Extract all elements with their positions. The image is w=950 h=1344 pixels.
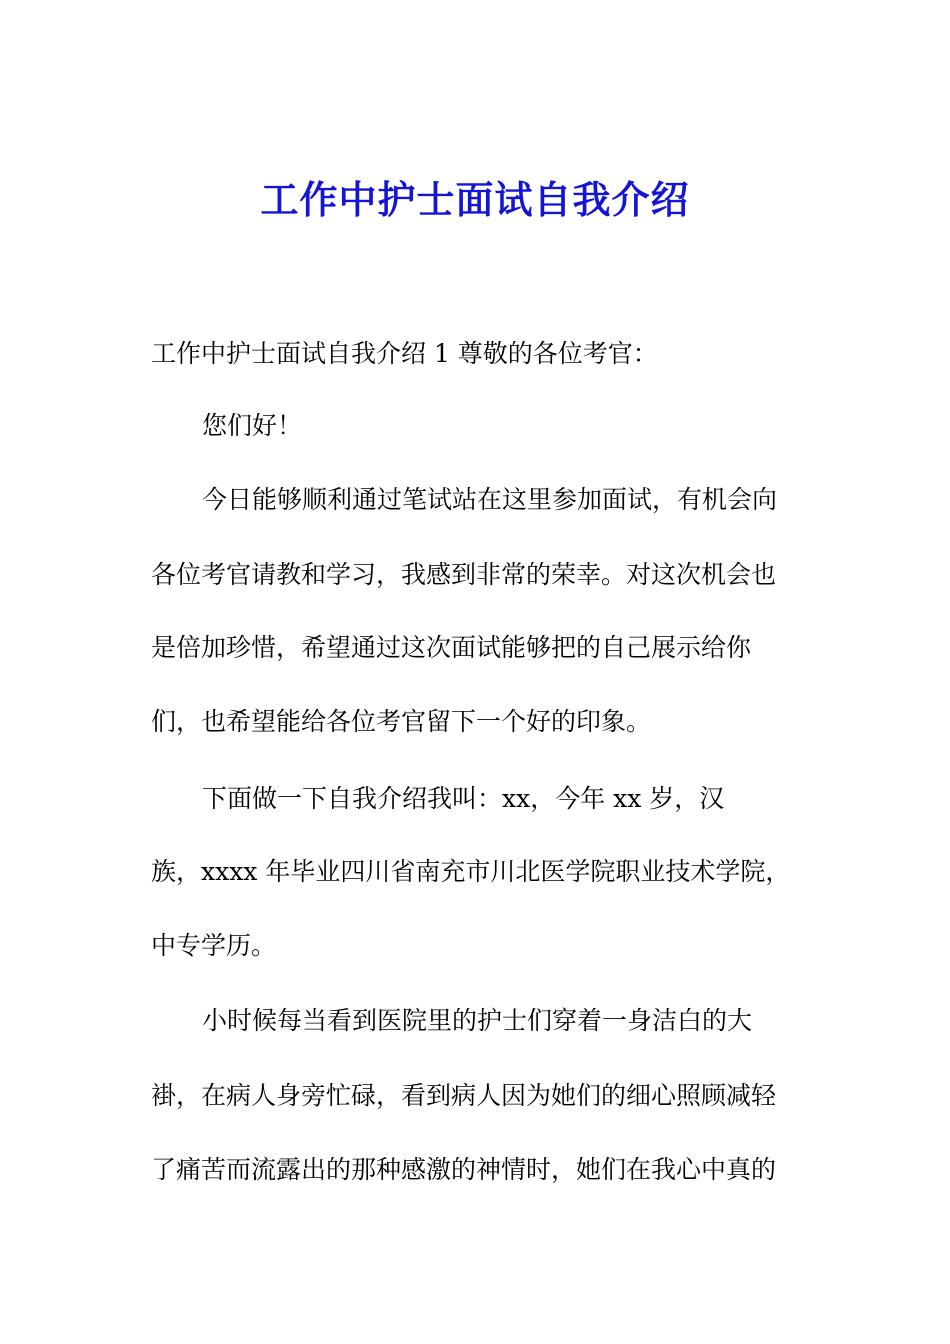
paragraph-line: 了痛苦而流露出的那种感激的神情时，她们在我心中真的: [151, 1155, 777, 1184]
paragraph-line: 下面做一下自我介绍我叫：xx，今年 xx 岁，汉: [202, 784, 725, 813]
paragraph-line: 们，也希望能给各位考官留下一个好的印象。: [151, 707, 652, 736]
paragraph-line: 褂，在病人身旁忙碌，看到病人因为她们的细心照顾减轻: [151, 1081, 777, 1110]
paragraph-line: 小时候每当看到医院里的护士们穿着一身洁白的大: [202, 1006, 753, 1035]
greeting-line: 您们好！: [202, 411, 303, 440]
document-title: 工作中护士面试自我介绍: [260, 177, 690, 222]
paragraph-line: 今日能够顺利通过笔试站在这里参加面试，有机会向: [202, 485, 778, 514]
paragraph-line: 中专学历。: [151, 931, 277, 960]
paragraph-line: 是倍加珍惜，希望通过这次面试能够把的自己展示给你: [151, 633, 752, 662]
salutation-line: 工作中护士面试自我介绍 1 尊敬的各位考官：: [151, 339, 658, 368]
paragraph-line: 各位考官请教和学习，我感到非常的荣幸。对这次机会也: [151, 560, 777, 589]
paragraph-line: 族，xxxx 年毕业四川省南充市川北医学院职业技术学院，: [151, 857, 791, 886]
